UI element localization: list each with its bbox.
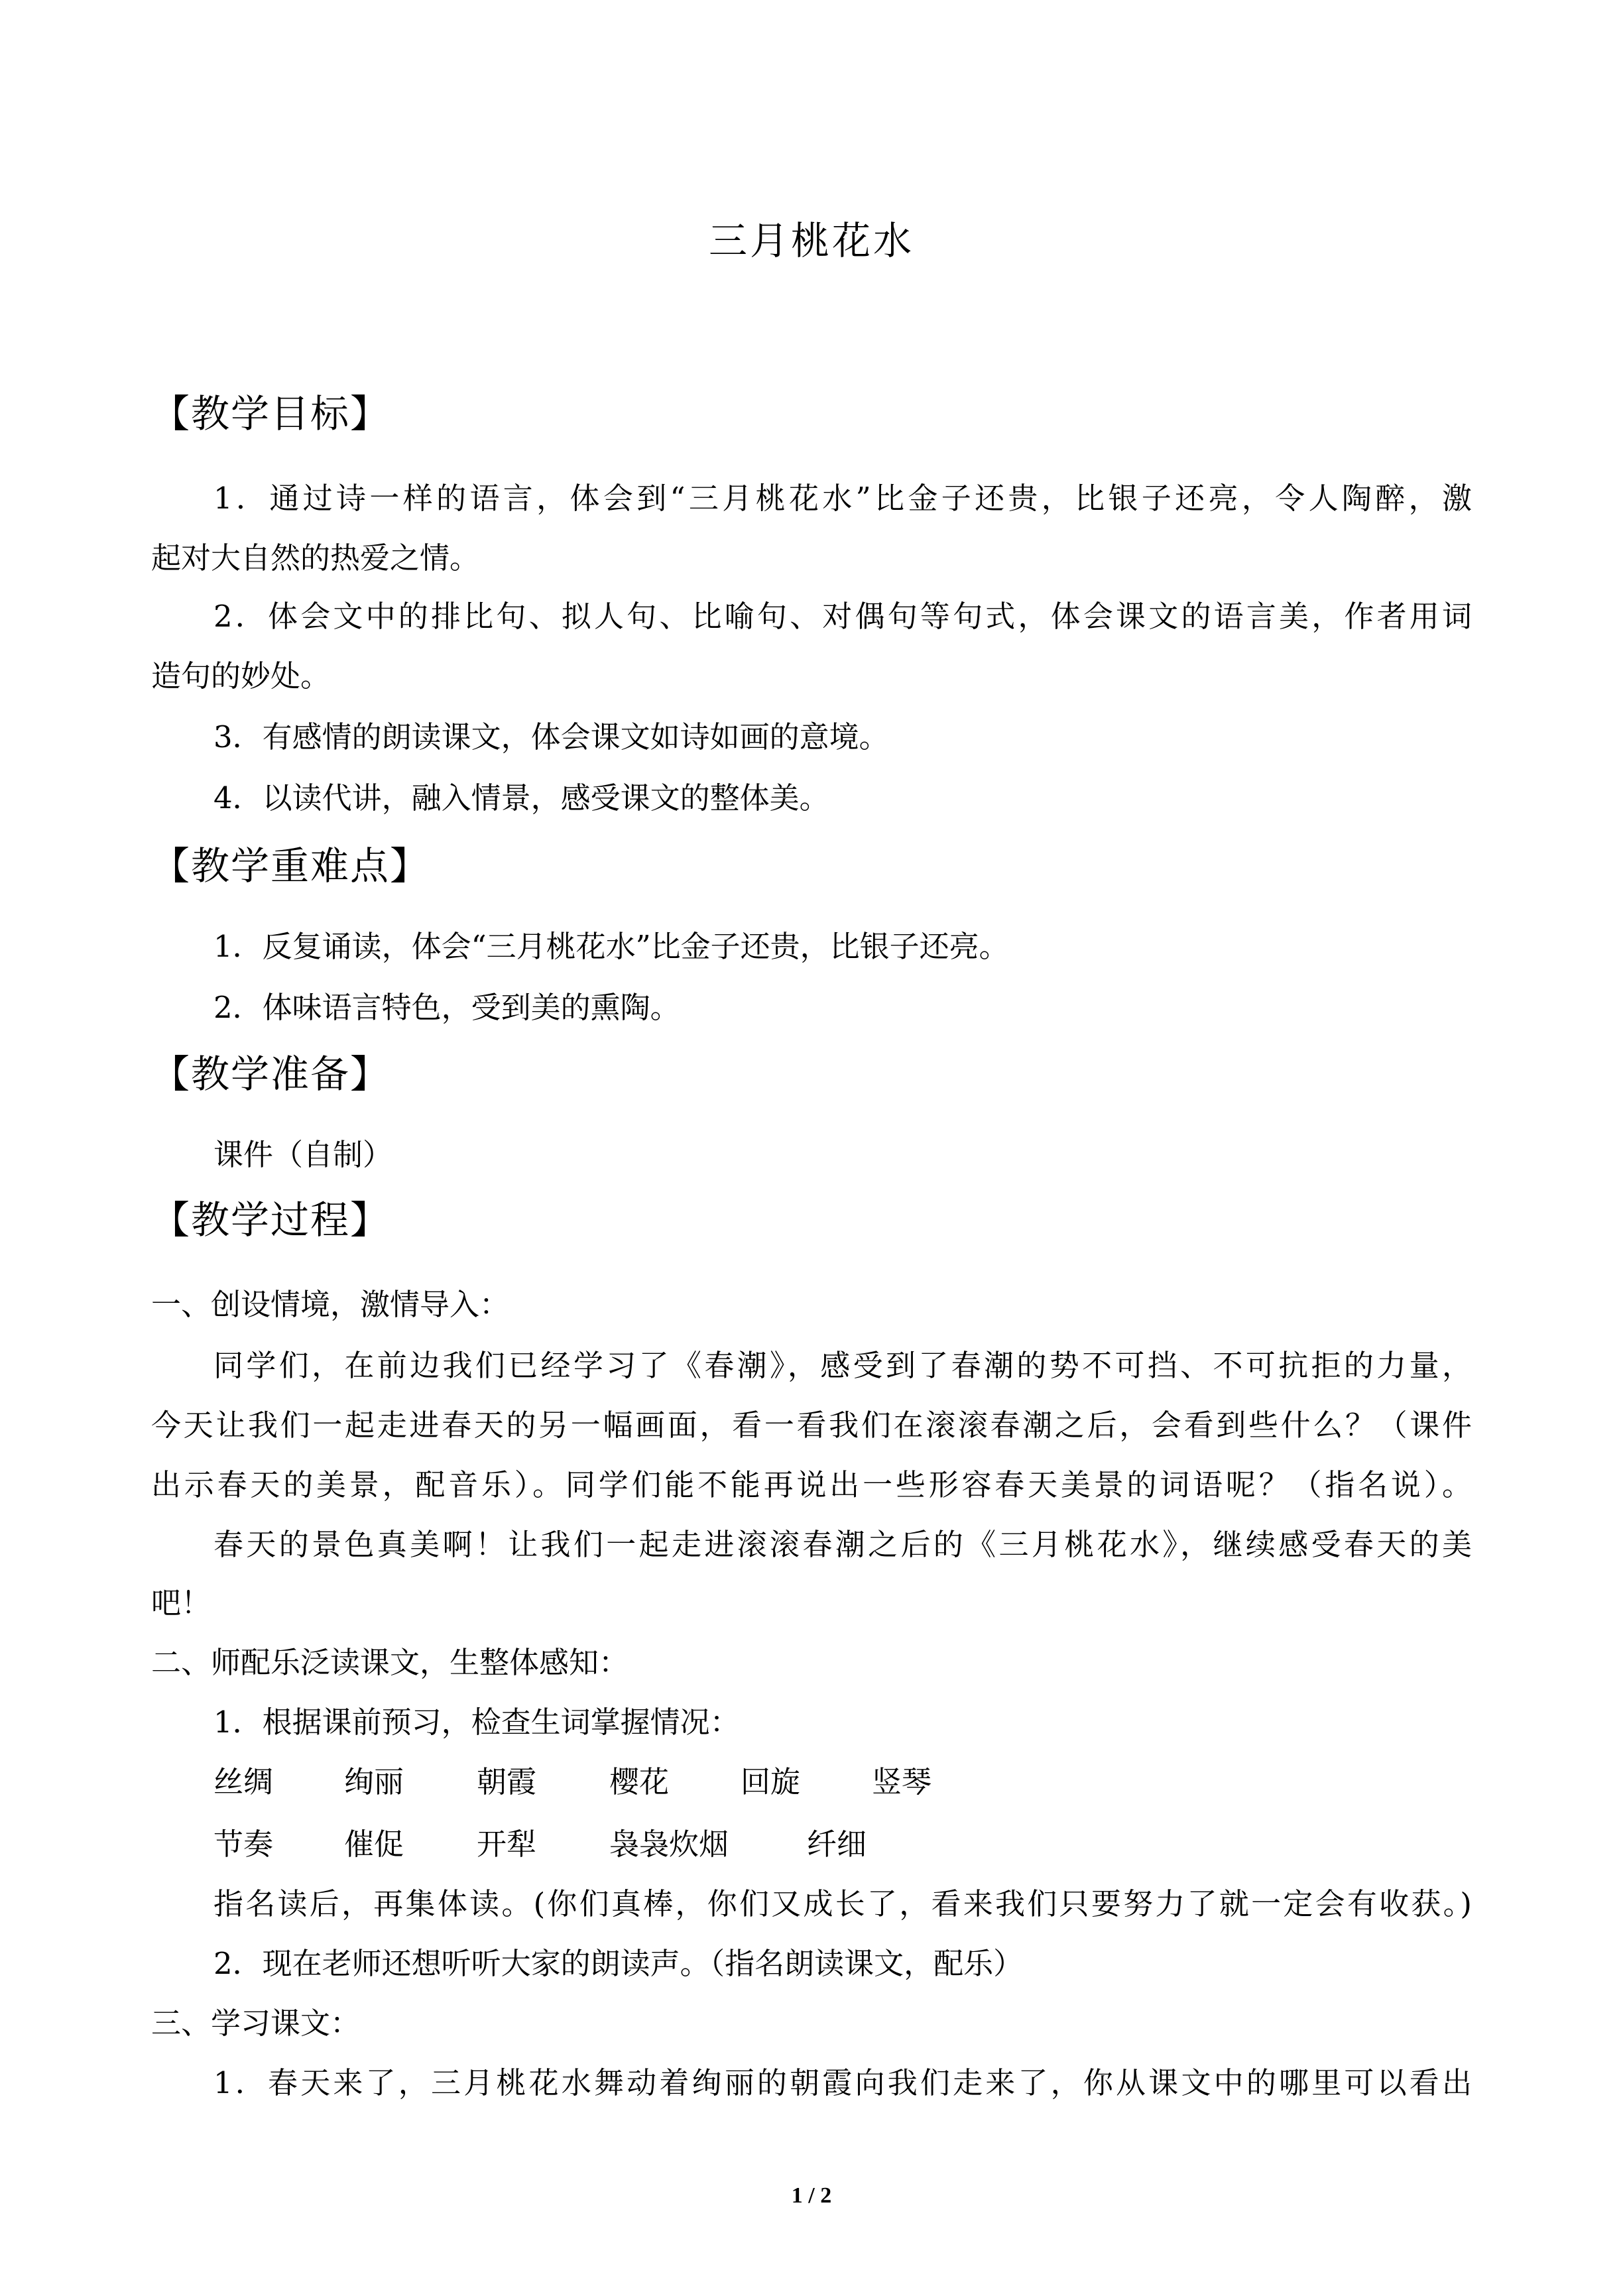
preparation-text: 课件（自制） [213,1137,393,1172]
vocab-row-1 [213,1762,932,1802]
process-part-3-step-1: 1．春天来了，三月桃花水舞动着绚丽的朝霞向我们走来了，你从课文中的哪里可以看出 [213,2065,1472,2100]
vocab-word: 开犁 [477,1827,537,1862]
document-title: 三月桃花水 [708,218,914,263]
goal-3: 3．有感情的朗读课文，体会课文如诗如画的意境。 [213,719,889,755]
process-part-2-step-2: 2．现在老师还想听听大家的朗读声。（指名朗读课文，配乐） [213,1946,1024,1981]
goal-1-line-2: 起对大自然的热爱之情。 [151,540,480,575]
section-heading-key-points: 【教学重难点】 [151,843,430,888]
process-part-1-title: 一、创设情境，激情导入： [151,1287,510,1322]
vocab-word: 绚丽 [344,1764,404,1799]
vocab-word: 樱花 [609,1764,670,1799]
vocab-word: 丝绸 [213,1764,274,1799]
vocab-word: 回旋 [741,1764,801,1799]
section-heading-goals: 【教学目标】 [151,391,391,436]
process-part-1-p2-line-2: 吧！ [151,1585,211,1620]
section-heading-preparation: 【教学准备】 [151,1052,391,1097]
vocab-word: 纤细 [807,1827,867,1862]
key-point-2: 2．体味语言特色，受到美的熏陶。 [213,990,680,1025]
page-number: 1 / 2 [791,2183,832,2208]
goal-2-line-2: 造句的妙处。 [151,658,331,694]
process-part-1-p2-line-1: 春天的景色真美啊！让我们一起走进滚滚春潮之后的《三月桃花水》，继续感受春天的美 [213,1527,1472,1562]
vocab-word: 朝霞 [477,1764,537,1799]
process-part-2-note: 指名读后，再集体读。(你们真棒，你们又成长了，看来我们只要努力了就一定会有收获。) [213,1886,1472,1921]
process-part-1-p1-line-2: 今天让我们一起走进春天的另一幅画面，看一看我们在滚滚春潮之后，会看到些什么？（课件 [151,1408,1472,1443]
process-part-2-step-1: 1．根据课前预习，检查生词掌握情况： [213,1705,740,1740]
vocab-word: 节奏 [213,1827,274,1862]
vocab-word: 袅袅炊烟 [609,1827,729,1862]
vocab-word: 催促 [344,1827,404,1862]
goal-4: 4．以读代讲，融入情景，感受课文的整体美。 [213,780,829,816]
goal-1-line-1: 1．通过诗一样的语言，体会到“三月桃花水”比金子还贵，比银子还亮，令人陶醉，激 [213,481,1472,516]
section-heading-process: 【教学过程】 [151,1197,391,1242]
process-part-3-title: 三、学习课文： [151,2006,361,2041]
key-point-1: 1．反复诵读，体会“三月桃花水”比金子还贵，比银子还亮。 [213,929,1009,964]
process-part-1-p1-line-1: 同学们，在前边我们已经学习了《春潮》，感受到了春潮的势不可挡、不可抗拒的力量， [213,1348,1472,1383]
process-part-1-p1-line-3: 出示春天的美景，配音乐）。同学们能不能再说出一些形容春天美景的词语呢？（指名说）。 [151,1467,1472,1502]
vocab-row-2 [213,1825,867,1864]
vocab-word: 竖琴 [872,1764,932,1799]
goal-2-line-1: 2．体会文中的排比句、拟人句、比喻句、对偶句等句式，体会课文的语言美，作者用词 [213,599,1472,634]
process-part-2-title: 二、师配乐泛读课文，生整体感知： [151,1645,629,1680]
